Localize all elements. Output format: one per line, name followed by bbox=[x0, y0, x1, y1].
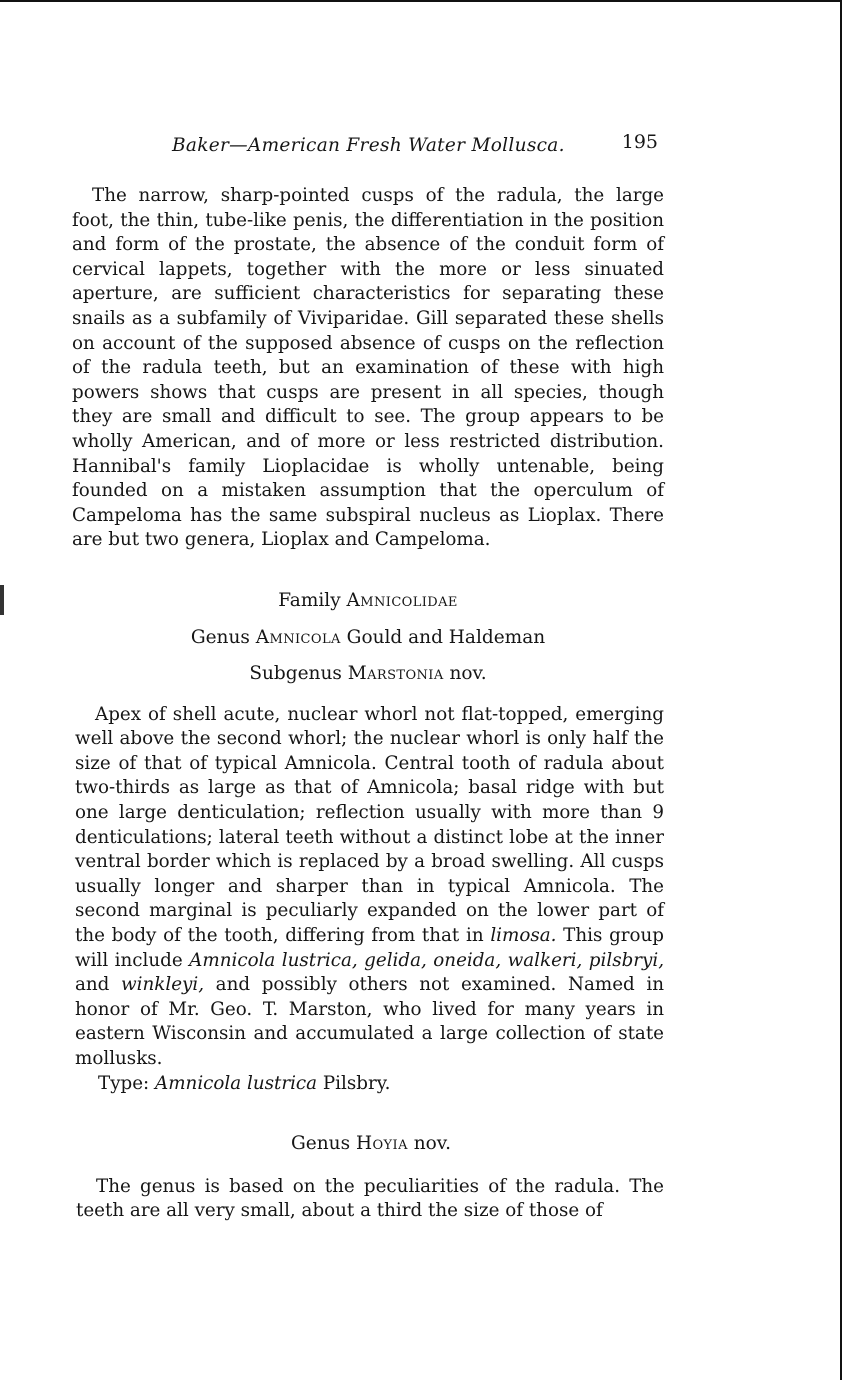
heading-genus-amnicola bbox=[72, 626, 664, 651]
heading-genus-hoyia bbox=[78, 1132, 664, 1157]
paragraph-subfamily-viviparidae: The narrow, sharp-pointed cusps of the radula, the large foot, the thin, tube-like penis, the differentiation in the position and form of the prostate, the absence of the conduit form of cervical lappets, together with the more or less sinuated aperture, are sufficient characteristics for separating these snails as a subfamily of Viviparidae. Gill separated these shells on account of the supposed absence of cusps on the reflection of the radula teeth, but an examination of these with high powers shows that cusps are present in all species, though they are small and difficult to see. The group appears to be wholly American, and of more or less restricted distribution. Hannibal's family Lioplacidae is wholly untenable, being founded on a mistaken assumption that the operculum of Campeloma has the same subspiral nucleus as Lioplax. There are but two genera, Lioplax and Campeloma. bbox=[72, 185, 664, 551]
type-author: Pilsbry. bbox=[317, 1072, 391, 1094]
p2-part-d: and possibly others not examined. Named in honor of Mr. Geo. T. Marston, who lived for many years in eastern Wisconsin and accumulated a large collection of state mollusks. bbox=[75, 974, 664, 1069]
p2-part-b: This group will include bbox=[75, 925, 664, 971]
heading-hoyia-name: Hoyia bbox=[355, 1133, 408, 1155]
p2-italic-winkleyi: winkleyi, bbox=[121, 974, 205, 996]
heading-hoyia-suffix: nov. bbox=[407, 1133, 451, 1155]
paragraph-hoyia-description: The genus is based on the peculiarities of the radula. The teeth are all very small, about a third the size of those of bbox=[76, 1175, 664, 1222]
p2-italic-species: Amnicola lustrica, gelida, oneida, walkeri, pilsbryi, bbox=[189, 949, 665, 971]
heading-family-amnicolidae bbox=[72, 589, 664, 614]
type-species-name: Amnicola lustrica bbox=[155, 1072, 318, 1094]
running-head bbox=[72, 130, 664, 160]
heading-genus-prefix: Genus bbox=[190, 626, 256, 648]
p2-part-c: and bbox=[75, 974, 122, 996]
heading-subgenus-prefix: Subgenus bbox=[249, 663, 348, 685]
heading-subgenus-marstonia bbox=[72, 662, 664, 687]
running-head-title: Baker—American Fresh Water Mollusca. bbox=[172, 135, 565, 156]
heading-hoyia-prefix: Genus bbox=[291, 1133, 356, 1155]
heading-genus-suffix: Gould and Haldeman bbox=[340, 626, 546, 648]
type-species-line bbox=[98, 1072, 664, 1097]
page-number: 195 bbox=[621, 131, 658, 153]
heading-family-prefix: Family bbox=[278, 589, 347, 611]
page-content bbox=[72, 130, 664, 1224]
heading-family-name: Amnicolidae bbox=[346, 589, 458, 611]
binding-edge-mark bbox=[0, 585, 4, 615]
paragraph-marstonia-description bbox=[75, 703, 664, 1072]
type-label: Type: bbox=[98, 1072, 156, 1094]
p2-italic-limosa: limosa. bbox=[490, 925, 557, 947]
heading-genus-name: Amnicola bbox=[255, 626, 341, 648]
heading-subgenus-suffix: nov. bbox=[443, 663, 487, 685]
heading-subgenus-name: Marstonia bbox=[347, 663, 444, 685]
p2-part-a: Apex of shell acute, nuclear whorl not flat-topped, emerging well above the second whorl; the nuclear whorl is only half the size of that of typical Amnicola. Central tooth of radula about two-thirds as large as that of Amnicola; basal ridge with but one large denticulation; reflection usually with more than 9 denticulations; lateral teeth without a distinct lobe at the inner ventral border which is replaced by a broad swelling. All cusps usually longer and sharper than in typical Amnicola. The second marginal is peculiarly expanded on the lower part of the body of the tooth, differing from that in bbox=[75, 703, 664, 947]
